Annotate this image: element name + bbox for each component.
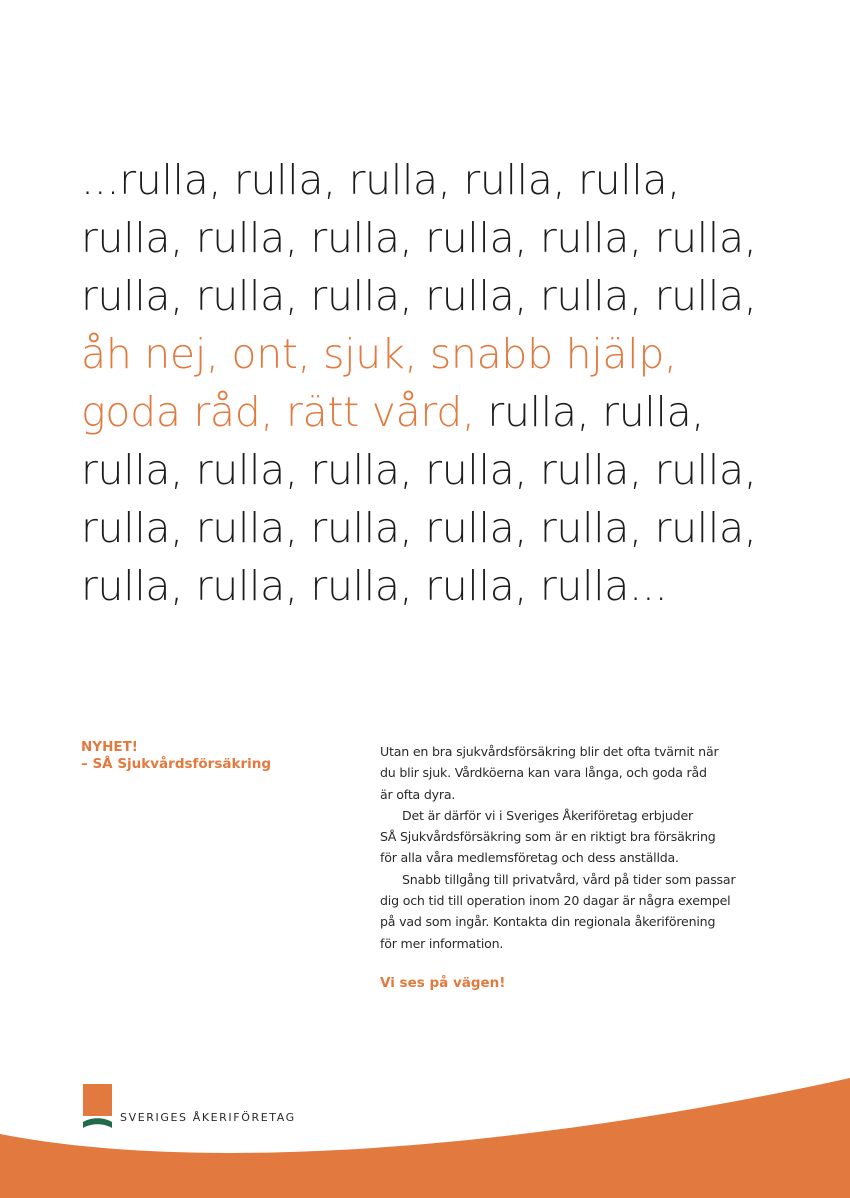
body-copy <box>380 741 760 954</box>
body-p1-line-3: är ofta dyra. <box>380 786 456 802</box>
body-p1-line-2: du blir sjuk. Vårdköerna kan vara långa, och goda råd <box>380 765 707 781</box>
company-logo <box>83 1084 313 1129</box>
body-p3-line-4: för mer information. <box>380 935 504 951</box>
headline-line-8: rulla, rulla, rulla, rulla, rulla... <box>81 562 668 610</box>
headline-highlight-tail: goda råd, rätt vård, <box>81 388 475 436</box>
body-p2-line-1: Det är därför vi i Sveriges Åkeriföretag erbjuder <box>402 807 693 823</box>
headline-line-6: rulla, rulla, rulla, rulla, rulla, rulla, <box>81 446 757 494</box>
headline-line-4-highlight: åh nej, ont, sjuk, snabb hjälp, <box>81 330 677 378</box>
headline-line-7: rulla, rulla, rulla, rulla, rulla, rulla, <box>81 504 757 552</box>
body-p2-line-3: för alla våra medlemsföretag och dess anställda. <box>380 850 679 866</box>
body-p1-line-1: Utan en bra sjukvårdsförsäkring blir det ofta tvärnit när <box>380 744 719 759</box>
headline-line-1: ...rulla, rulla, rulla, rulla, rulla, <box>81 156 681 204</box>
signoff: Vi ses på vägen! <box>380 975 506 991</box>
body-p2-line-2: SÅ Sjukvårdsförsäkring som är en riktigt bra försäkring <box>380 829 716 845</box>
kicker-news-label: NYHET! <box>81 739 138 755</box>
headline <box>81 151 821 615</box>
headline-line-5-rest: rulla, rulla, <box>474 388 705 436</box>
headline-line-3: rulla, rulla, rulla, rulla, rulla, rulla, <box>81 272 757 320</box>
news-kicker <box>81 739 271 773</box>
headline-line-5 <box>81 383 821 441</box>
body-p3-line-1: Snabb tillgång till privatvård, vård på tider som passar <box>402 871 736 887</box>
company-logo-text: SVERIGES ÅKERIFÖRETAG <box>120 1111 296 1124</box>
company-logo-mark-icon <box>83 1084 112 1128</box>
kicker-product-name: – SÅ Sjukvårdsförsäkring <box>81 756 272 772</box>
body-p3-line-3: på vad som ingår. Kontakta din regionala åkeriförening <box>380 914 716 930</box>
body-p3-line-2: dig och tid till operation inom 20 dagar är några exempel <box>380 893 731 909</box>
headline-line-2: rulla, rulla, rulla, rulla, rulla, rulla, <box>81 214 757 262</box>
